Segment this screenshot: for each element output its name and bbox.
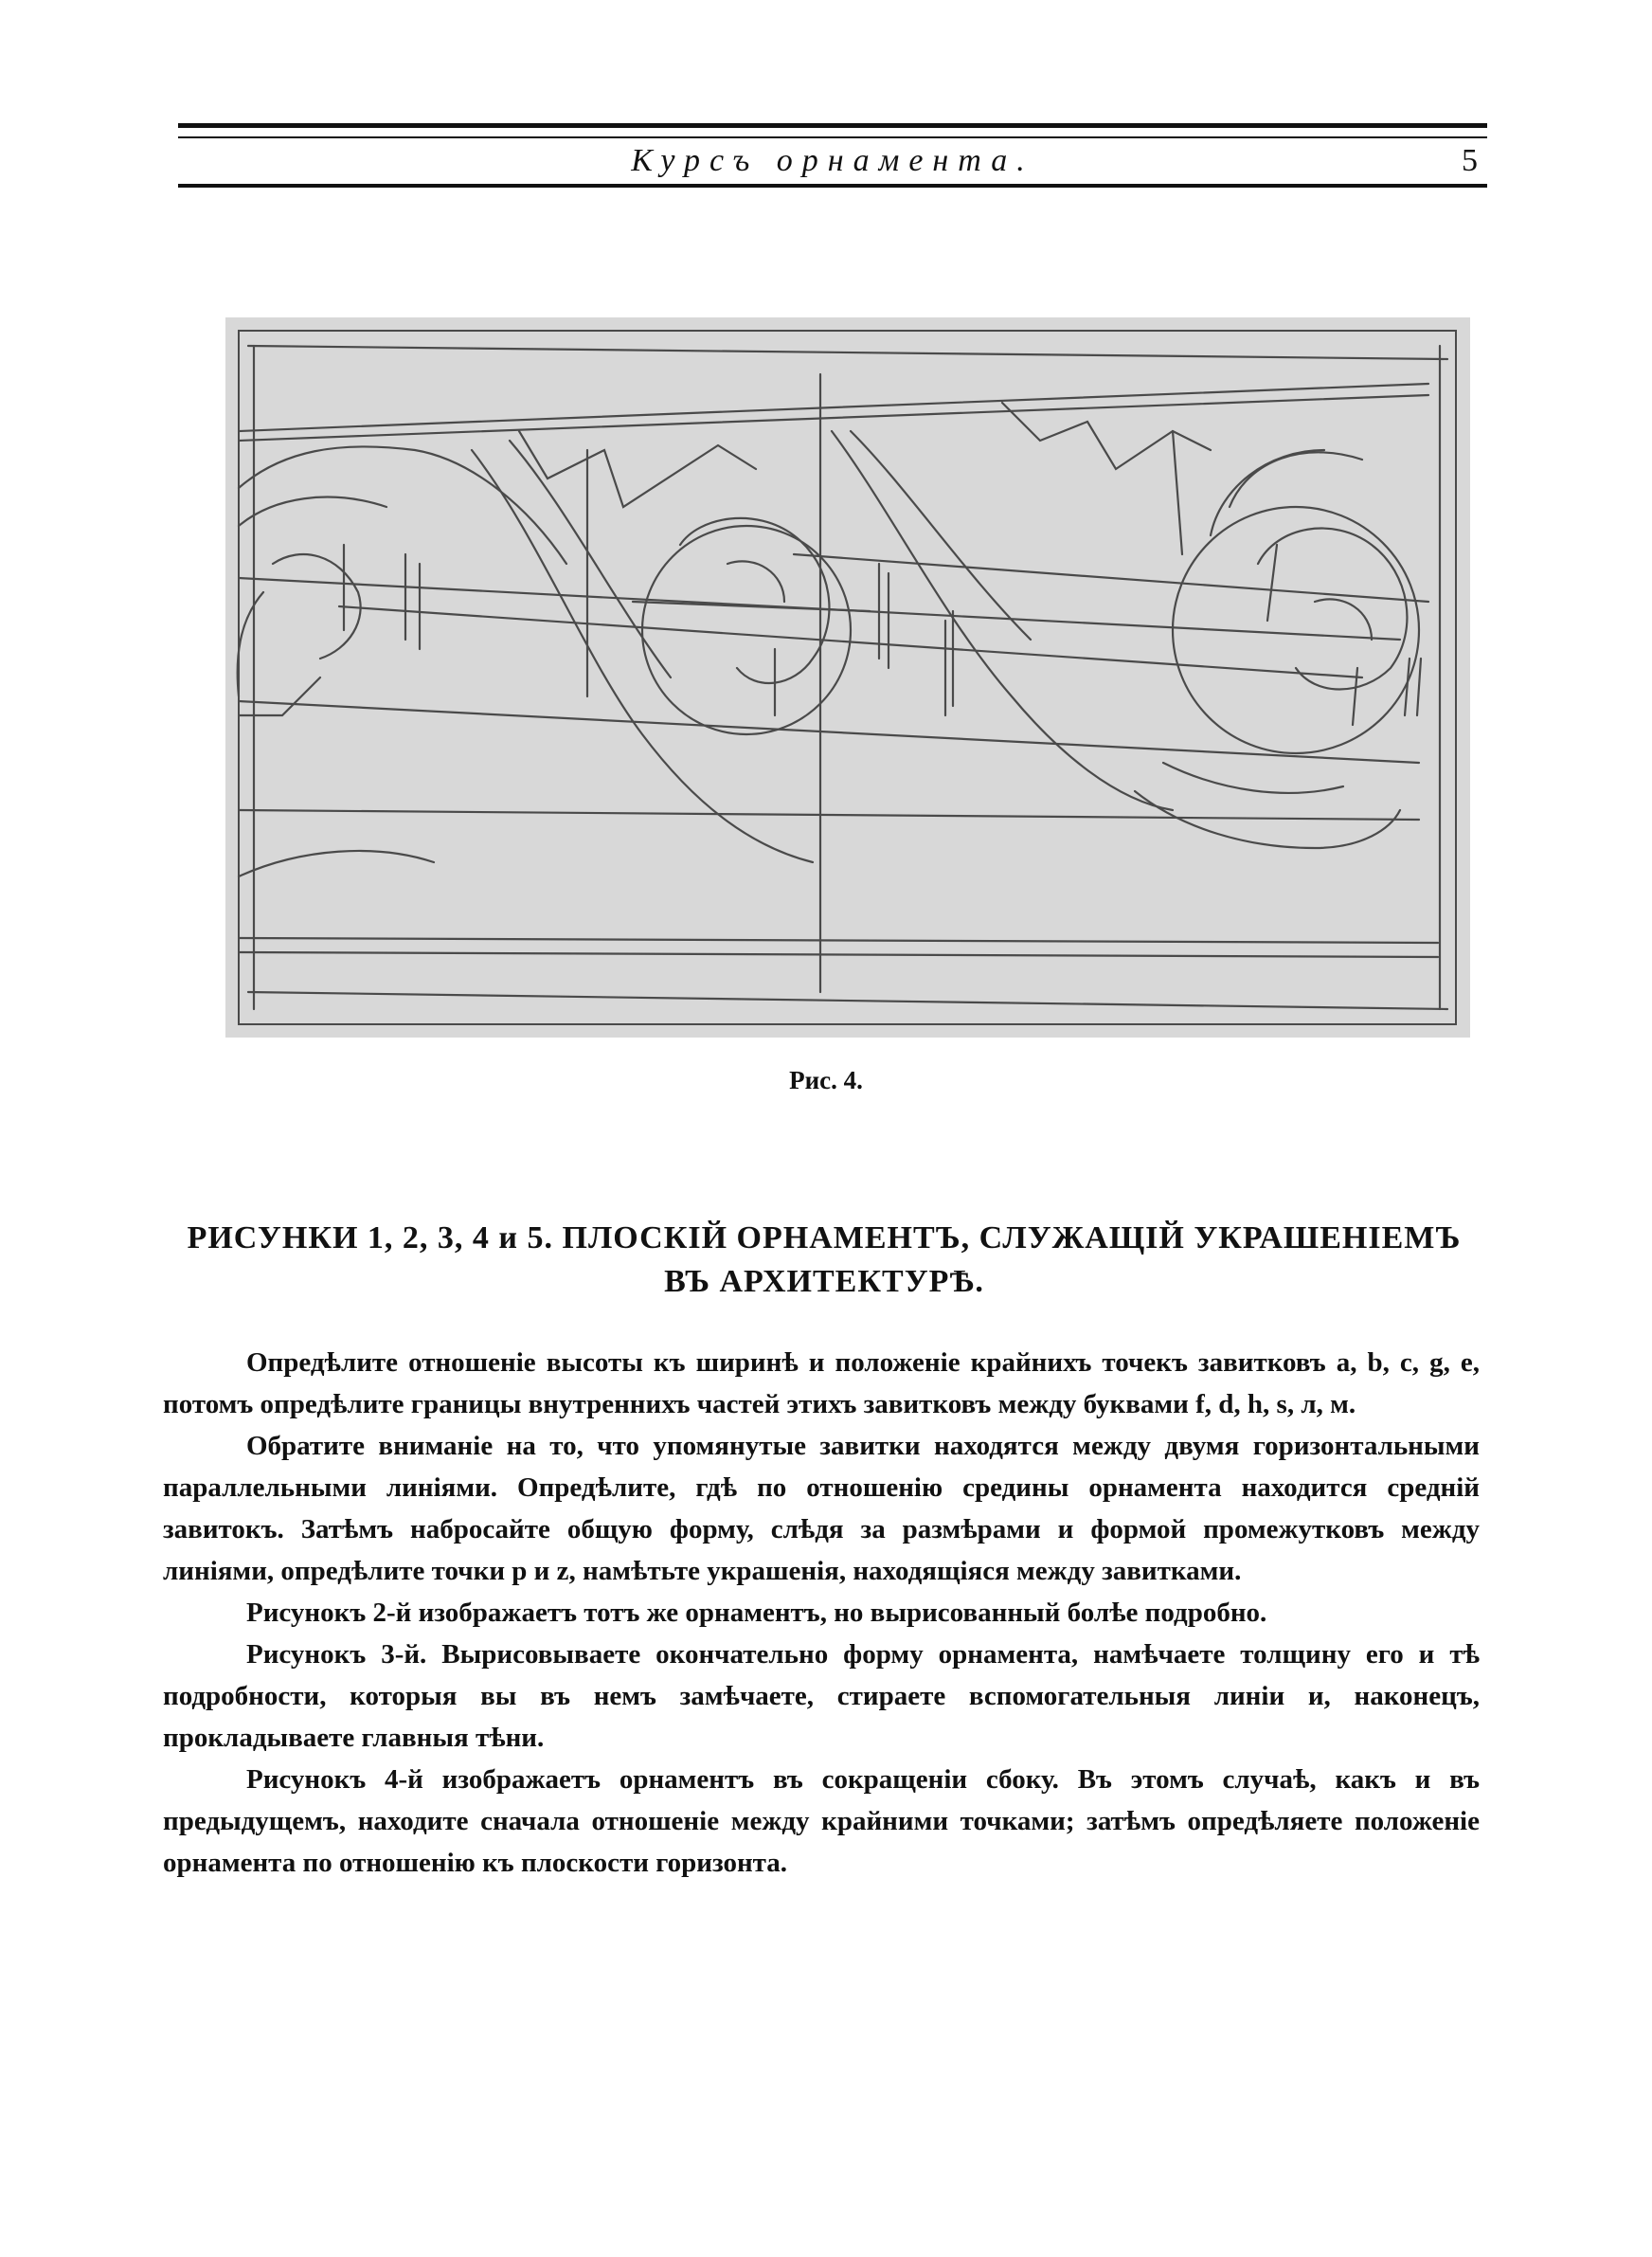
sketch-guide-line	[239, 810, 1419, 820]
sketch-guide-line	[239, 938, 1438, 943]
sketch-guide-line	[633, 602, 870, 611]
header-rule-bottom	[178, 184, 1487, 188]
sketch-s-curve	[832, 431, 1173, 810]
sketch-left-scroll	[239, 497, 386, 526]
sketch-right-inner-curl	[1258, 529, 1407, 690]
sketch-tick	[1267, 545, 1277, 621]
sketch-left-scroll	[239, 677, 320, 715]
sketch-guide-line	[239, 384, 1428, 431]
header-rule-thin	[178, 136, 1487, 138]
body-text	[163, 1342, 1480, 1884]
sketch-central-curl	[727, 561, 784, 602]
paragraph: Обратите вниманіе на то, что упомянутые завитки находятся между двумя горизонтальными параллельными линіями. Опредѣлите, гдѣ по отношенію средины орнамента находится средній завитокъ. Затѣмъ набросайте общую форму, слѣдя за размѣрами и формой промежутковъ между линіями, опредѣлите точки p и z, намѣтьте украшенія, находящіяся между завитками.	[163, 1431, 1480, 1586]
sketch-frame-line	[248, 346, 1447, 359]
sketch-tick	[1417, 659, 1421, 715]
ornament-sketch-drawing	[225, 317, 1470, 1038]
sketch-s-curve	[851, 431, 1031, 640]
paragraph: Опредѣлите отношеніе высоты къ ширинѣ и положеніе крайнихъ точекъ завитковъ a, b, c, g, e, потомъ опредѣлите границы внутреннихъ частей этихъ завитковъ между буквами f, d, h, s, л, м.	[163, 1347, 1480, 1419]
sketch-frame-line	[248, 992, 1447, 1009]
sketch-left-scroll	[239, 446, 566, 564]
sketch-right-scroll	[1230, 452, 1362, 507]
figure-caption: Рис. 4.	[789, 1066, 863, 1094]
sketch-tick	[1173, 431, 1182, 554]
sketch-zigzag	[519, 431, 756, 507]
sketch-guide-line	[239, 952, 1438, 957]
sketch-right-scroll	[1163, 763, 1343, 793]
sketch-zigzag	[1002, 403, 1211, 469]
header-rule-thick	[178, 123, 1487, 128]
sketch-central-curl	[680, 518, 829, 683]
paragraph: Рисунокъ 2-й изображаетъ тотъ же орнаментъ, но вырисованный болѣе подробно.	[246, 1598, 1267, 1628]
paragraph: Рисунокъ 4-й изображаетъ орнаментъ въ сокращеніи сбоку. Въ этомъ случаѣ, какъ и въ предыдущемъ, находите сначала отношеніе между крайними точками; затѣмъ опредѣляете положеніе орнамента по отношенію къ плоскости горизонта.	[163, 1764, 1480, 1878]
sketch-s-curve	[510, 441, 671, 677]
paragraph: Рисунокъ 3-й. Вырисовываете окончательно форму орнамента, намѣчаете толщину его и тѣ подробности, которыя вы въ немъ замѣчаете, стираете вспомогательныя линіи и, наконецъ, прокладываете главныя тѣни.	[163, 1639, 1480, 1753]
sketch-left-scroll	[238, 592, 263, 696]
page-number: 5	[1462, 143, 1478, 178]
section-heading	[161, 1217, 1487, 1304]
sketch-right-inner-curl	[1315, 599, 1372, 640]
sketch-guide-line	[239, 701, 1419, 763]
sketch-left-scroll	[239, 851, 434, 876]
sketch-outer-frame	[239, 331, 1456, 1024]
sketch-right-scroll	[1211, 450, 1324, 535]
section-heading-line-1: РИСУНКИ 1, 2, 3, 4 и 5. ПЛОСКІЙ ОРНАМЕНТЪ, СЛУЖАЩІЙ УКРАШЕНІЕМЪ	[187, 1220, 1462, 1255]
ornament-sketch-figure	[225, 317, 1470, 1038]
section-heading-line-2: ВЪ АРХИТЕКТУРѢ.	[664, 1264, 984, 1299]
running-title: Курсъ орнамента.	[631, 143, 1034, 178]
